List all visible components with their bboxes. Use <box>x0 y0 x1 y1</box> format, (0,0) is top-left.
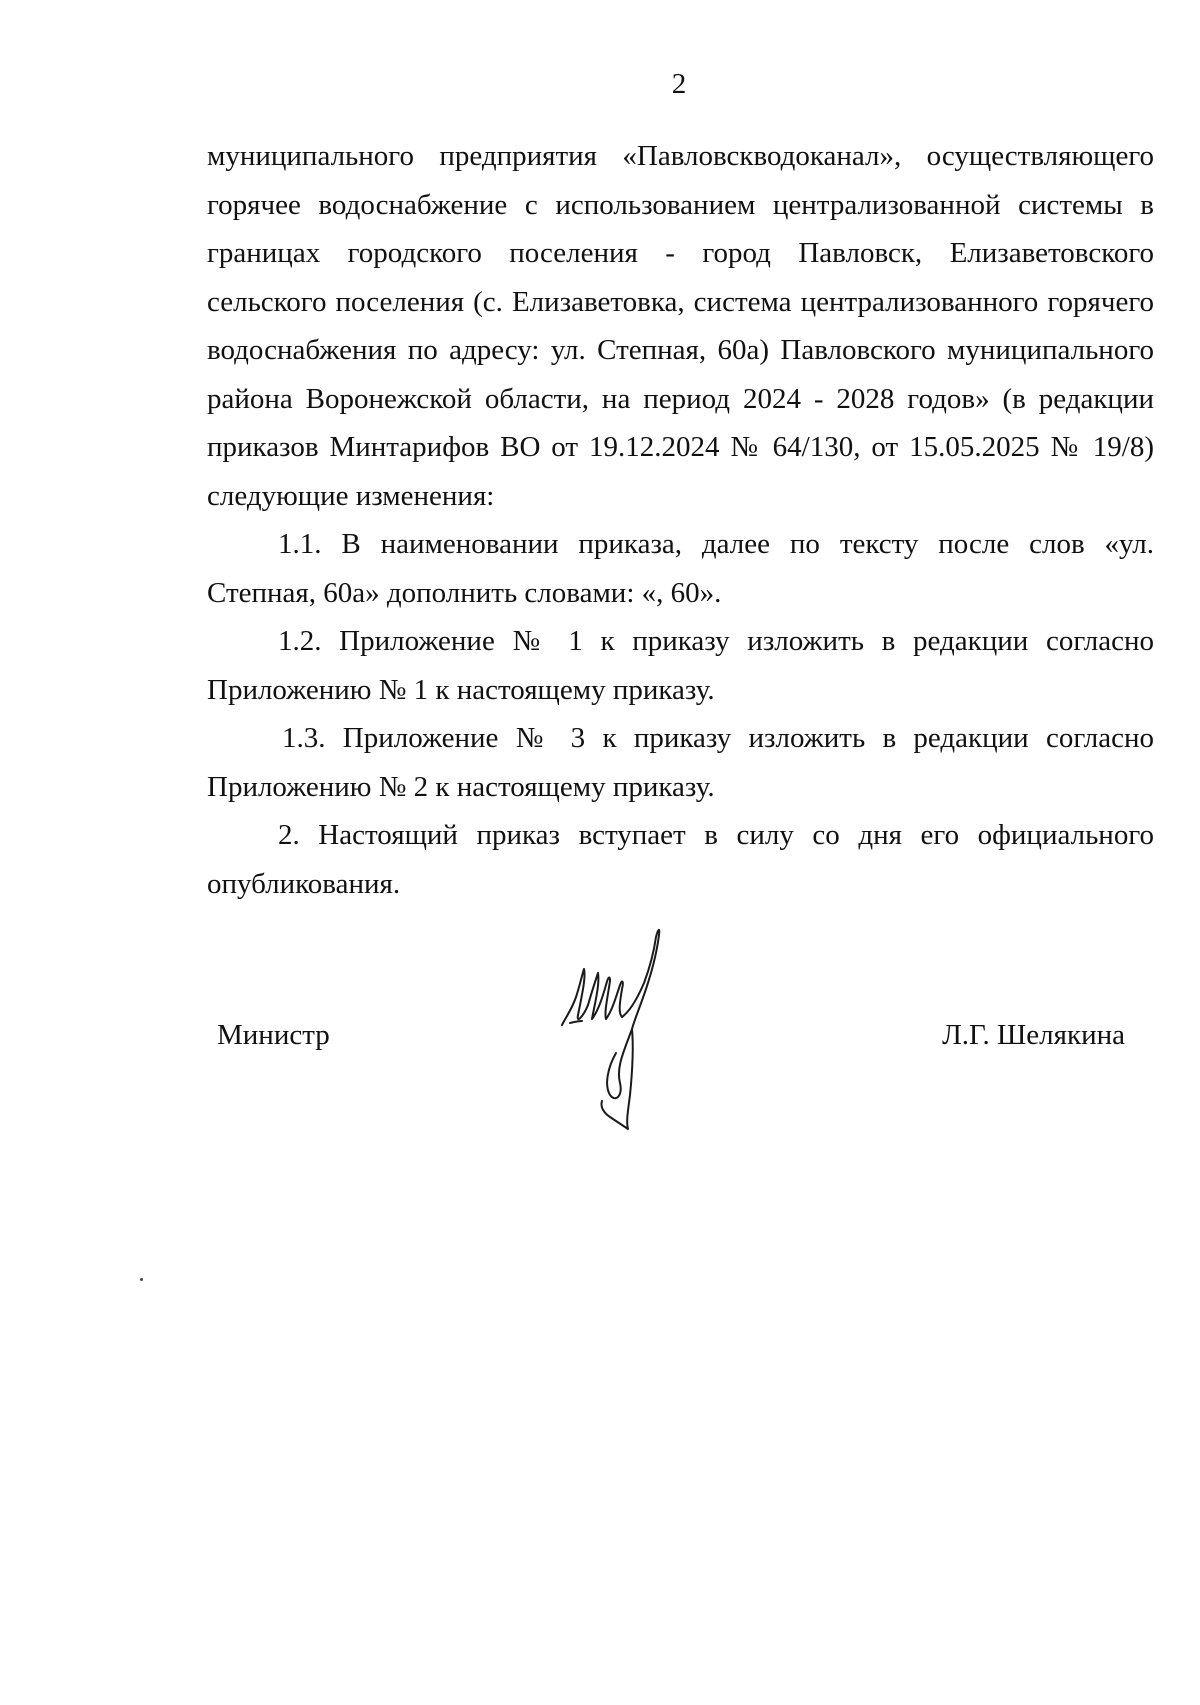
paragraph-1-1: 1.1. В наименовании приказа, далее по тексту после слов «ул. Степная, 60а» дополнить словами: «, 60». <box>207 528 1154 609</box>
scan-speck <box>140 1278 143 1281</box>
paragraph-2: 2. Настоящий приказ вступает в силу со дня его официального опубликования. <box>207 819 1154 900</box>
paragraph-continuation: муниципального предприятия «Павловскводоканал», осуществляющего горячее водоснабжение с использованием централизованной системы в границах городского поселения - город Павловск, Елизаветовского сельского поселения (с. Елизаветовка, система централизованного горячего водоснабжения по адресу: ул. Степная, 60а) Павловского муниципального района Воронежской области, на период 2024 - 2028 годов» (в редакции приказов Минтарифов ВО от 19.12.2024 № 64/130, от 15.05.2025 № 19/8) следующие изменения: <box>207 140 1154 512</box>
handwritten-signature-icon <box>560 925 690 1135</box>
paragraph-1-3: 1.3. Приложение № 3 к приказу изложить в редакции согласно Приложению № 2 к настоящему приказу. <box>207 722 1154 803</box>
page-number: 2 <box>671 68 687 100</box>
signer-title: Министр <box>217 1019 330 1051</box>
document-body <box>207 132 1154 908</box>
signer-name: Л.Г. Шелякина <box>942 1019 1125 1051</box>
paragraph-1-2: 1.2. Приложение № 1 к приказу изложить в редакции согласно Приложению № 1 к настоящему приказу. <box>207 625 1154 706</box>
